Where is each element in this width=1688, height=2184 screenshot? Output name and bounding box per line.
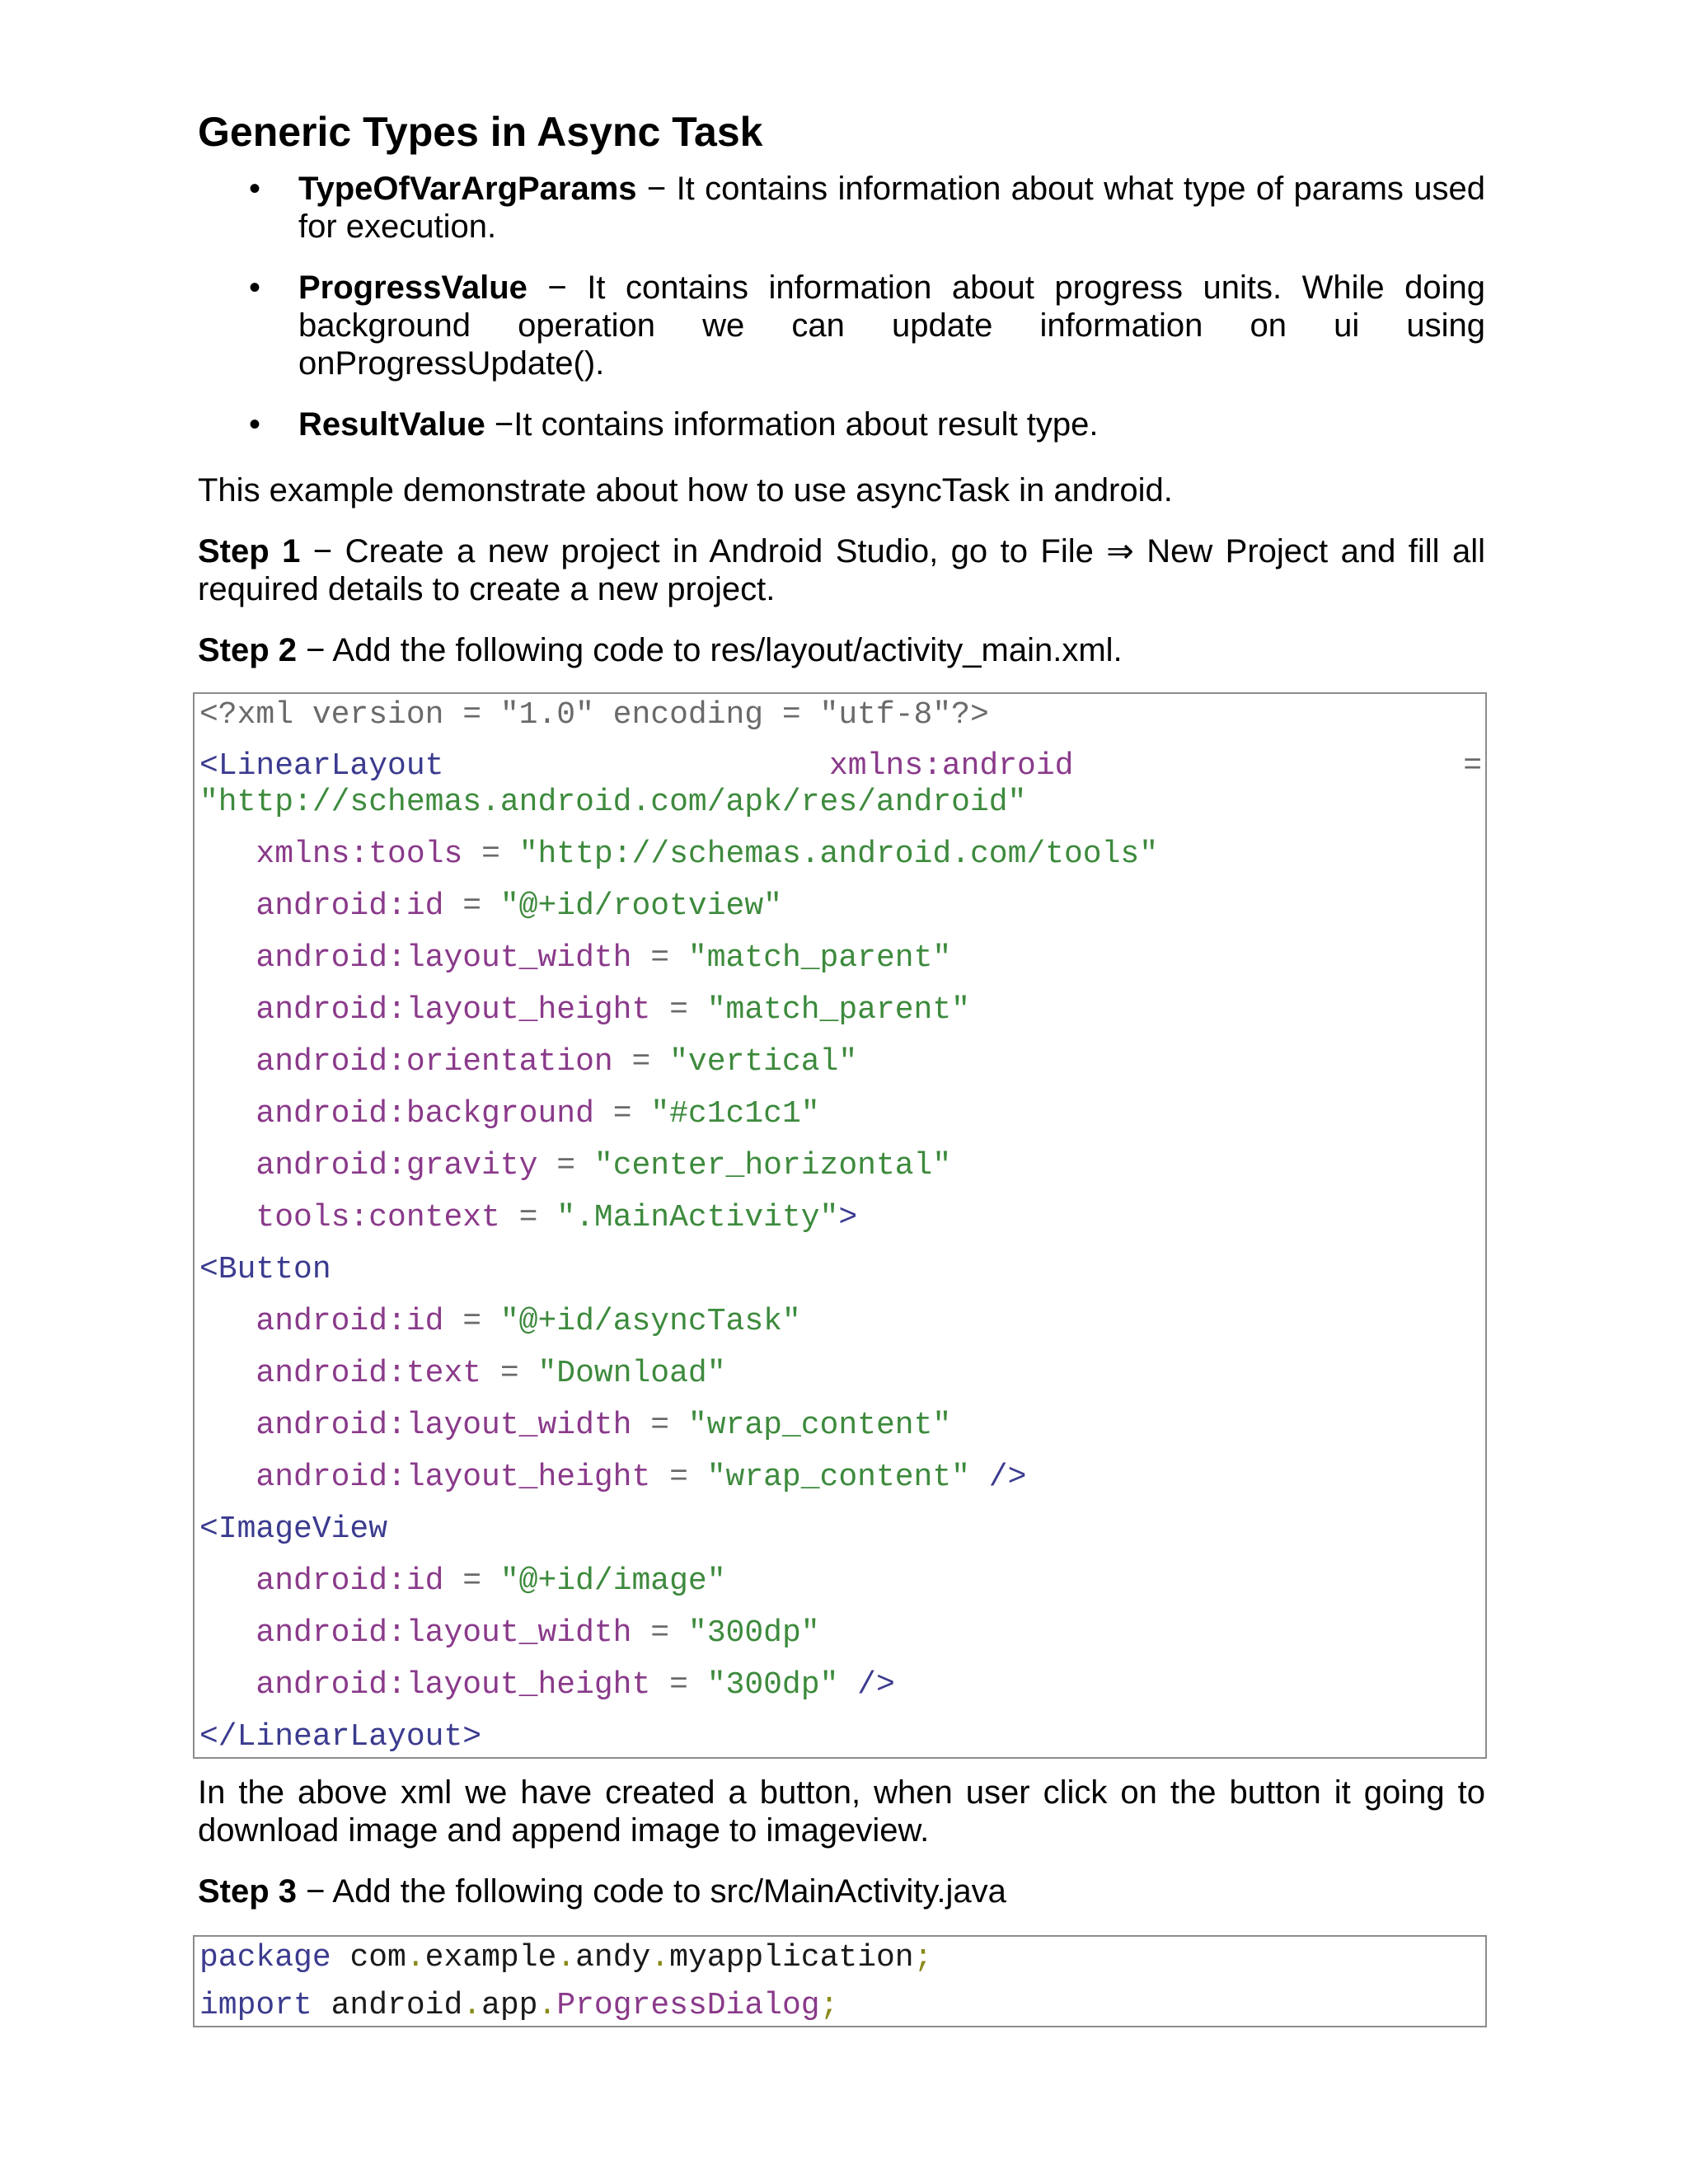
code-line: [199, 1148, 951, 1184]
code-token: android:layout_width: [199, 940, 632, 976]
code-token: android:layout_height: [199, 1667, 651, 1703]
description: − It contains information about progress units. While doing background operation we can update information on ui using onProgressUpdate().: [298, 269, 1485, 382]
code-token: myapplication: [669, 1940, 914, 1975]
code-token: <LinearLayout: [199, 748, 444, 784]
step-label: Step 2: [198, 632, 298, 668]
code-token: import: [199, 1988, 312, 2023]
term: ResultValue: [298, 406, 485, 443]
code-token: =: [631, 1408, 688, 1443]
code-line: [199, 748, 1482, 785]
step-text: − Add the following code to src/MainActivity.java: [297, 1873, 1006, 1910]
code-token: android:id: [199, 1304, 444, 1339]
code-token: android:layout_height: [199, 1460, 651, 1495]
code-line: [199, 1988, 838, 2024]
list-item: [198, 170, 1485, 246]
step3-paragraph: [198, 1872, 1485, 1910]
code-line: [199, 1356, 726, 1392]
code-line: [199, 1719, 481, 1755]
code-token: android:id: [199, 1563, 444, 1599]
list-item: [198, 405, 1485, 443]
code-token: "http://schemas.android.com/tools": [518, 837, 1159, 872]
code-token: android:layout_width: [199, 1615, 632, 1651]
code-token: =: [650, 992, 707, 1028]
code-line: [199, 1460, 1026, 1496]
code-token: com: [331, 1940, 406, 1975]
code-token: .: [650, 1940, 670, 1975]
code-token: .: [556, 1940, 576, 1975]
code-line: [199, 1615, 820, 1652]
code-token: "wrap_content": [687, 1408, 952, 1443]
code-token: xmlns:tools: [199, 837, 463, 872]
code-token: "vertical": [669, 1044, 858, 1080]
code-line: [199, 1044, 857, 1080]
code-token: =: [612, 1044, 670, 1080]
code-token: "@+id/rootview": [499, 888, 782, 924]
code-line: [199, 837, 1158, 873]
after-xml-paragraph: In the above xml we have created a button, when user click on the button it going to download image and append image to imageview.: [198, 1774, 1485, 1849]
code-token: package: [199, 1940, 331, 1975]
code-token: =: [631, 1615, 688, 1651]
code-token: .: [406, 1940, 425, 1975]
code-token: =: [650, 1460, 707, 1495]
term: TypeOfVarArgParams: [298, 171, 637, 207]
code-token: =: [1463, 748, 1482, 784]
code-line: [199, 1408, 951, 1444]
page-title: Generic Types in Async Task: [198, 109, 763, 155]
code-token: =: [499, 1200, 557, 1235]
step-text: − Create a new project in Android Studio, go to File ⇒ New Project and fill all required details to create a new project.: [198, 533, 1485, 607]
code-token: =: [481, 1356, 538, 1391]
code-token: example: [424, 1940, 557, 1975]
code-token: >: [838, 1200, 858, 1235]
code-token: />: [838, 1667, 895, 1703]
code-token: app: [481, 1988, 538, 2023]
code-token: "@+id/asyncTask": [499, 1304, 801, 1339]
code-token: android:text: [199, 1356, 482, 1391]
code-token: <ImageView: [199, 1511, 388, 1547]
code-token: />: [969, 1460, 1027, 1495]
code-token: =: [443, 888, 500, 924]
code-line: [199, 1511, 387, 1548]
code-token: android:layout_height: [199, 992, 651, 1028]
code-token: "http://schemas.android.com/apk/res/android": [199, 785, 1027, 820]
code-token: ;: [819, 1988, 839, 2023]
xml-declaration: <?xml version = "1.0" encoding = "utf-8"?>: [199, 697, 989, 733]
bullet-dot-icon: •: [249, 171, 261, 207]
code-token: =: [593, 1096, 651, 1132]
code-line: [199, 1940, 932, 1976]
code-token: android:orientation: [199, 1044, 613, 1080]
code-token: "300dp": [687, 1615, 820, 1651]
code-token: =: [537, 1148, 594, 1183]
code-line: [199, 1667, 895, 1704]
generic-types-list: [198, 170, 1485, 466]
step-label: Step 3: [198, 1873, 298, 1910]
code-line: [199, 1200, 857, 1236]
code-line: [199, 888, 782, 925]
step-label: Step 1: [198, 533, 301, 569]
code-token: .: [537, 1988, 557, 2023]
bullet-dot-icon: •: [249, 269, 261, 306]
code-token: android:layout_width: [199, 1408, 632, 1443]
code-token: =: [631, 940, 688, 976]
step1-paragraph: [198, 532, 1485, 608]
code-token: "300dp": [706, 1667, 839, 1703]
code-token: "match_parent": [687, 940, 952, 976]
code-token: </LinearLayout>: [199, 1719, 482, 1755]
code-token: "Download": [537, 1356, 726, 1391]
term: ProgressValue: [298, 269, 528, 306]
intro-paragraph: This example demonstrate about how to use asyncTask in android.: [198, 472, 1173, 509]
code-line: [199, 1252, 331, 1288]
code-line: [199, 1096, 820, 1132]
code-token: ;: [913, 1940, 933, 1975]
code-token: <Button: [199, 1252, 331, 1287]
step2-paragraph: [198, 631, 1485, 669]
code-token: ".MainActivity": [556, 1200, 839, 1235]
code-token: xmlns:android: [829, 748, 1074, 784]
code-token: =: [443, 1563, 500, 1599]
code-token: ProgressDialog: [556, 1988, 820, 2023]
code-token: android:id: [199, 888, 444, 924]
description: − It contains information about what type of params used for execution.: [298, 171, 1485, 245]
code-token: android:background: [199, 1096, 594, 1132]
code-token: "wrap_content": [706, 1460, 970, 1495]
description: −It contains information about result type.: [485, 406, 1099, 443]
code-token: "@+id/image": [499, 1563, 726, 1599]
code-line: [199, 1304, 801, 1340]
code-token: android: [312, 1988, 463, 2023]
code-line: [199, 785, 1026, 821]
xml-code-block: [193, 692, 1487, 1759]
list-item: [198, 269, 1485, 382]
code-token: "#c1c1c1": [650, 1096, 820, 1132]
code-token: =: [650, 1667, 707, 1703]
code-line: [199, 992, 970, 1029]
code-token: =: [462, 837, 519, 872]
step-text: − Add the following code to res/layout/activity_main.xml.: [297, 632, 1123, 668]
code-token: andy: [575, 1940, 651, 1975]
code-token: tools:context: [199, 1200, 500, 1235]
code-line: [199, 940, 951, 977]
code-line: [199, 697, 989, 733]
code-line: [199, 1563, 726, 1600]
java-code-block: [193, 1935, 1487, 2027]
bullet-dot-icon: •: [249, 406, 261, 443]
code-token: android:gravity: [199, 1148, 538, 1183]
code-token: "center_horizontal": [593, 1148, 952, 1183]
code-token: =: [443, 1304, 500, 1339]
code-token: "match_parent": [706, 992, 970, 1028]
code-token: .: [462, 1988, 482, 2023]
